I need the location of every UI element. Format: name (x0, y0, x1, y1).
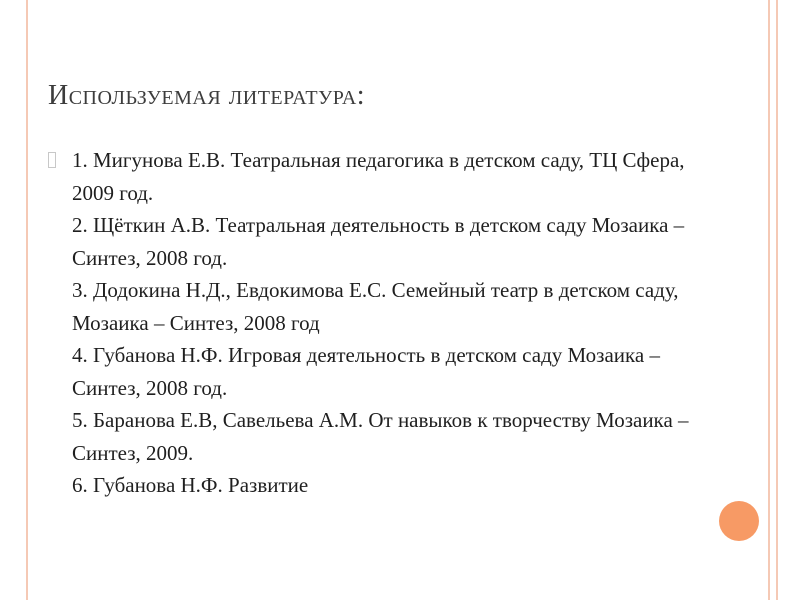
literature-list (72, 144, 712, 502)
left-border-line (26, 0, 28, 600)
list-item: 5. Баранова Е.В, Савельева А.М. От навыков к творчеству Мозаика – Синтез, 2009. (72, 408, 689, 465)
list-item: 3. Додокина Н.Д., Евдокимова Е.С. Семейный театр в детском саду, Мозаика – Синтез, 2008 год (72, 278, 679, 335)
right-border-line-inner (776, 0, 778, 600)
list-item: 1. Мигунова Е.В. Театральная педагогика в детском саду, ТЦ Сфера, 2009 год. (72, 148, 685, 205)
list-item: 4. Губанова Н.Ф. Игровая деятельность в детском саду Мозаика – Синтез, 2008 год. (72, 343, 660, 400)
slide-title: Используемая литература: (48, 80, 366, 111)
bullet-icon (48, 152, 56, 168)
accent-circle-icon (714, 496, 764, 546)
list-item: 6. Губанова Н.Ф. Развитие (72, 473, 309, 497)
right-border-line-outer (768, 0, 770, 600)
list-item: 2. Щёткин А.В. Театральная деятельность в детском саду Мозаика – Синтез, 2008 год. (72, 213, 685, 270)
